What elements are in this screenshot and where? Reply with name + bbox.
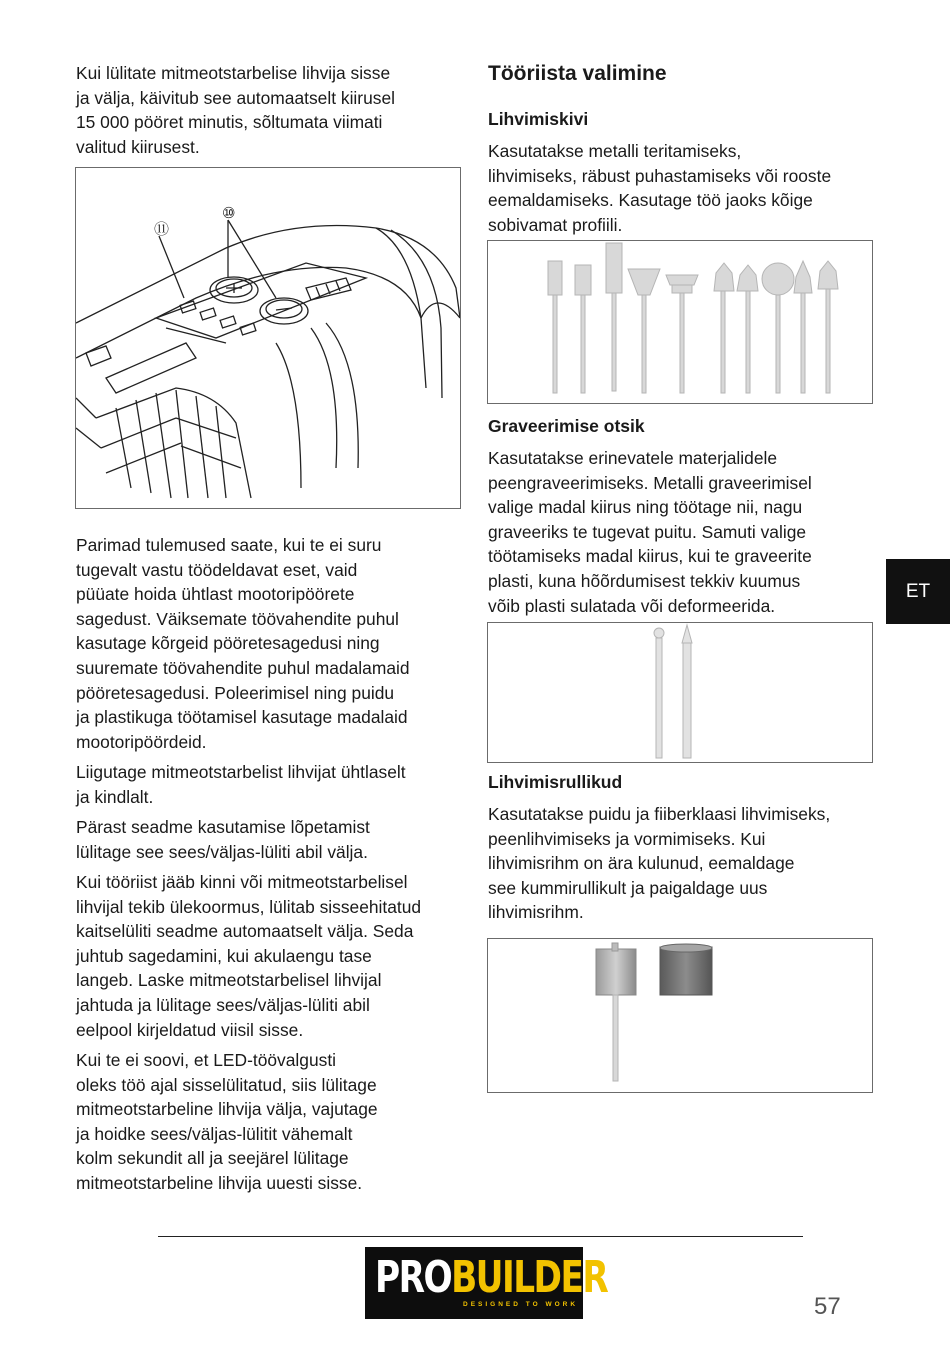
text-line: peenlihvimiseks ja vormimiseks. Kui — [488, 828, 766, 849]
text-line: kolm sekundit all ja seejärel lülitage — [76, 1148, 349, 1169]
move-paragraph — [76, 760, 406, 809]
callout-label-11: ⑪ — [154, 220, 170, 238]
text-line: graveeriks te tugevat puitu. Samuti valige — [488, 521, 807, 542]
text-line: tugevalt vastu töödeldavat eset, vaid — [76, 559, 358, 580]
page-number: 57 — [814, 1293, 841, 1320]
text-line: pööretesagedusi. Poleerimisel ning puidu — [76, 682, 395, 703]
text-line: Liigutage mitmeotstarbelist lihvijat ühtlaselt — [76, 762, 406, 782]
text-line: peengraveerimiseks. Metalli graveerimisel — [488, 472, 812, 493]
text-line: Pärast seadme kasutamise lõpetamist — [76, 817, 370, 837]
text-line: Kasutatakse puidu ja fiiberklaasi lihvimiseks, — [488, 804, 831, 824]
logo-pro-text: PRO — [375, 1252, 452, 1303]
text-line: eemaldamiseks. Kasutage töö jaoks kõige — [488, 190, 813, 211]
engraving-bit-text — [488, 446, 812, 618]
text-line: Kui tööriist jääb kinni või mitmeotstarbelisel — [76, 872, 408, 892]
language-tab: ET — [886, 559, 950, 624]
probuilder-logo — [365, 1247, 608, 1319]
text-line: Kasutatakse erinevatele materjalidele — [488, 448, 778, 468]
text-line: oleks töö ajal sisselülitatud, siis lülitage — [76, 1074, 377, 1095]
text-line: Kui te ei soovi, et LED-töövalgusti — [76, 1050, 337, 1070]
sanding-drums-text — [488, 802, 830, 925]
text-line: kaitselüliti seadme automaatselt välja. Seda — [76, 921, 414, 942]
grinding-stone-text — [488, 139, 831, 237]
text-line: ja hoidke sees/väljas-lülitit vähemalt — [76, 1123, 353, 1144]
switch-off-paragraph — [76, 815, 370, 864]
text-line: sobivamat profiili. — [488, 214, 623, 235]
text-line: Kasutatakse metalli teritamiseks, — [488, 141, 742, 161]
heading-grinding-stone: Lihvimiskivi — [488, 109, 589, 129]
engraving-bits-drawing — [488, 623, 872, 762]
text-line: võib plasti sulatada või deformeerida. — [488, 595, 776, 616]
text-line: mitmeotstarbeline lihvija välja, vajutage — [76, 1099, 378, 1120]
callout-label-10: ⑩ — [222, 204, 236, 222]
intro-paragraph — [76, 61, 395, 159]
text-line: ja plastikuga töötamisel kasutage madalaid — [76, 707, 408, 728]
footer-divider — [158, 1236, 803, 1237]
speed-paragraph — [76, 533, 410, 754]
text-line: lülitage see sees/väljas-lüliti abil välja. — [76, 841, 368, 862]
text-line: püüate hoida ühtlast mootoripöörete — [76, 584, 355, 605]
text-line: lihvimiseks, räbust puhastamiseks või rooste — [488, 165, 832, 186]
text-line: jahtuda ja lülitage sees/väljas-lüliti abil — [76, 994, 370, 1015]
text-line: ja kindlalt. — [76, 786, 154, 807]
section-title: Tööriista valimine — [488, 62, 667, 85]
text-line: Parimad tulemused saate, kui te ei suru — [76, 535, 382, 555]
grinder-drawing — [76, 168, 460, 508]
text-line: suuremate töövahendite puhul madalamaid — [76, 657, 410, 678]
text-line: töötamiseks madal kiirus, kui te graveerite — [488, 546, 812, 567]
text-line: juhtub sagedamini, kui akulaengu tase — [76, 945, 372, 966]
text-line: lihvimisrihm on ära kulunud, eemaldage — [488, 853, 795, 874]
text-line: langeb. Laske mitmeotstarbelisel lihvijal — [76, 970, 382, 991]
grinder-illustration — [75, 167, 461, 509]
grinding-stones-figure — [487, 240, 873, 404]
text-line: Kui lülitate mitmeotstarbelise lihvija sisse — [76, 63, 391, 83]
text-line: sagedust. Väiksemate töövahendite puhul — [76, 608, 399, 629]
overload-paragraph — [76, 870, 421, 1042]
text-line: valige madal kiirus ning töötage nii, nagu — [488, 497, 803, 518]
grinding-stones-drawing — [488, 241, 872, 403]
sanding-drums-figure — [487, 938, 873, 1093]
text-line: mitmeotstarbeline lihvija uuesti sisse. — [76, 1172, 363, 1193]
engraving-bits-figure — [487, 622, 873, 763]
text-line: eelpool kirjeldatud viisil sisse. — [76, 1019, 304, 1040]
logo-builder-text: BUILDER — [451, 1252, 608, 1303]
text-line: valitud kiirusest. — [76, 136, 200, 157]
text-line: plasti, kuna hõõrdumisest tekkiv kuumus — [488, 570, 801, 591]
text-line: see kummirullikult ja paigaldage uus — [488, 877, 768, 898]
text-line: lihvijal tekib ülekoormus, lülitab sisseehitatud — [76, 896, 422, 917]
heading-engraving-bit: Graveerimise otsik — [488, 416, 645, 436]
text-line: 15 000 pööret minutis, sõltumata viimati — [76, 112, 383, 133]
text-line: kasutage kõrgeid pööretesagedusi ning — [76, 633, 380, 654]
logo-tagline: DESIGNED TO WORK — [463, 1301, 579, 1308]
logo-wordmark — [375, 1252, 607, 1303]
sanding-drums-drawing — [488, 939, 872, 1092]
text-line: ja välja, käivitub see automaatselt kiirusel — [76, 87, 395, 108]
led-paragraph — [76, 1048, 378, 1196]
text-line: lihvimisrihm. — [488, 902, 584, 923]
text-line: mootoripöördeid. — [76, 731, 207, 752]
heading-sanding-drums: Lihvimisrullikud — [488, 772, 623, 792]
